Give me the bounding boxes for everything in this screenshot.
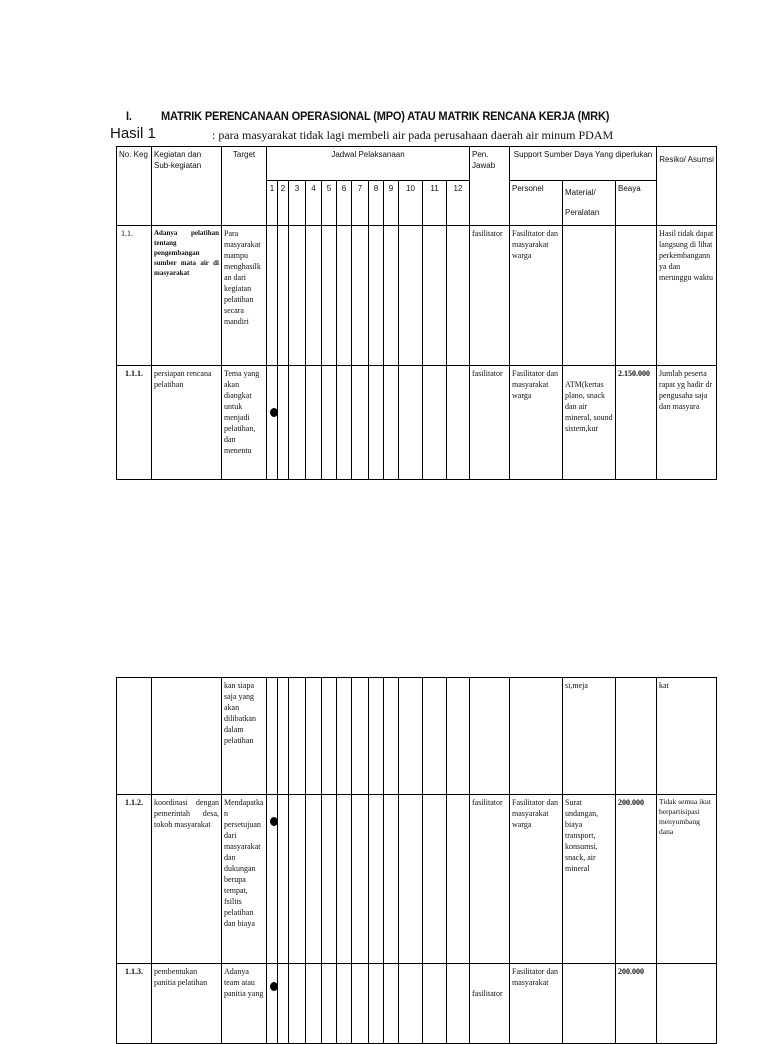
row-no: 1.1.1. <box>117 366 152 480</box>
section-number: I. <box>126 109 132 123</box>
row-beaya <box>616 226 657 366</box>
header-month: 1 <box>267 181 278 226</box>
header-month: 3 <box>289 181 306 226</box>
row-material <box>563 964 616 1044</box>
table-row <box>117 226 717 366</box>
row-target: Adanya team atau panitia yang <box>222 964 267 1044</box>
header-personel: Personel <box>510 181 563 226</box>
row-kegiatan: koordinasi dengan pemerintah desa, tokoh masyarakat <box>152 795 222 964</box>
matrix-table-page-2 <box>116 677 717 1044</box>
row-pen-jawab <box>470 678 510 795</box>
table-row <box>117 366 717 480</box>
header-target: Target <box>222 147 267 226</box>
row-no: 1.1. <box>117 226 152 366</box>
row-beaya: 2.150.000 <box>616 366 657 480</box>
row-no <box>117 678 152 795</box>
row-material: si,meja <box>563 678 616 795</box>
row-pen-jawab: fasilitator <box>470 795 510 964</box>
section-heading <box>126 109 609 123</box>
header-month: 12 <box>447 181 470 226</box>
row-beaya: 200.000 <box>616 795 657 964</box>
schedule-dot-icon <box>270 408 278 417</box>
header-jadwal: Jadwal Pelaksanaan <box>267 147 470 181</box>
header-month: 2 <box>278 181 289 226</box>
row-target: Para masyarakat mampu menghasilkan dari kegiatan pelatihan secara mandiri <box>222 226 267 366</box>
schedule-dot-icon <box>270 817 278 826</box>
row-personel: Fasilitator dan masyarakat warga <box>510 226 563 366</box>
header-month: 9 <box>384 181 399 226</box>
header-material: Material/ Peralatan <box>563 181 616 226</box>
row-kegiatan: Adanya pelatihan tentang pengembangan sumber mata air di masyarakat <box>152 226 222 366</box>
row-personel: Fasilitator dan masyarakat warga <box>510 366 563 480</box>
header-month: 11 <box>423 181 447 226</box>
row-personel <box>510 678 563 795</box>
row-resiko: Hasil tidak dapat langsung di lihat perkembangannya dan merunggu waktu <box>657 226 717 366</box>
matrix-table-page-1 <box>116 146 717 480</box>
header-support: Support Sumber Daya Yang diperlukan <box>510 147 657 181</box>
header-month: 7 <box>352 181 369 226</box>
row-resiko: kat <box>657 678 717 795</box>
schedule-dot-icon <box>270 982 278 991</box>
header-resiko: Resiko/ Asumsi <box>657 147 717 226</box>
header-month: 4 <box>306 181 322 226</box>
header-beaya: Beaya <box>616 181 657 226</box>
row-personel: Fasilitator dan masyarakat warga <box>510 795 563 964</box>
header-month: 8 <box>369 181 384 226</box>
row-target: Tema yang akan diangkat untuk menjadi pelatihan, dan menentu <box>222 366 267 480</box>
header-pen-jawab: Pen. Jawab <box>470 147 510 226</box>
row-pen-jawab: fasilitator <box>470 366 510 480</box>
row-pen-jawab: fasilitator <box>470 226 510 366</box>
row-kegiatan <box>152 678 222 795</box>
row-target: Mendapatkan persetujuan dari masyarakatdan dukungan berupa tempat, fsilits pelatihan dan biaya <box>222 795 267 964</box>
header-kegiatan: Kegiatan dan Sub-kegiatan <box>152 147 222 226</box>
header-month: 10 <box>399 181 423 226</box>
row-kegiatan: pembentukan panitia pelatihan <box>152 964 222 1044</box>
row-resiko <box>657 964 717 1044</box>
header-month: 5 <box>322 181 337 226</box>
header-month: 6 <box>337 181 352 226</box>
row-material: Surat undangan, biaya transport, konsumsi, snack, air mineral <box>563 795 616 964</box>
row-pen-jawab: fasilitator <box>470 964 510 1044</box>
table-row <box>117 795 717 964</box>
row-target: kan siapa saja yang akan dilibatkan dalam pelatihan <box>222 678 267 795</box>
row-kegiatan: persiapan rencana pelatihan <box>152 366 222 480</box>
table-row <box>117 678 717 795</box>
row-material <box>563 226 616 366</box>
hasil-label: Hasil 1 <box>110 125 156 142</box>
row-personel: Fasilitator dan masyarakat <box>510 964 563 1044</box>
table-row <box>117 964 717 1044</box>
row-resiko: Jumlah peserta rapat yg hadir dr pengusaha saja dan masyara <box>657 366 717 480</box>
row-resiko: Tidak semua ikut berpartisipasi menyumbang dana <box>657 795 717 964</box>
header-no-keg: No. Keg <box>117 147 152 226</box>
hasil-description: : para masyarakat tidak lagi membeli air pada perusahaan daerah air minum PDAM <box>212 128 614 142</box>
row-beaya: 200.000 <box>616 964 657 1044</box>
row-material: ATM(kertas plano, snack dan air mineral, sound sistem,kur <box>563 366 616 480</box>
row-beaya <box>616 678 657 795</box>
section-title: MATRIK PERENCANAAN OPERASIONAL (MPO) ATAU MATRIK RENCANA KERJA (MRK) <box>160 109 610 123</box>
row-no: 1.1.2. <box>117 795 152 964</box>
row-no: 1.1.3. <box>117 964 152 1044</box>
